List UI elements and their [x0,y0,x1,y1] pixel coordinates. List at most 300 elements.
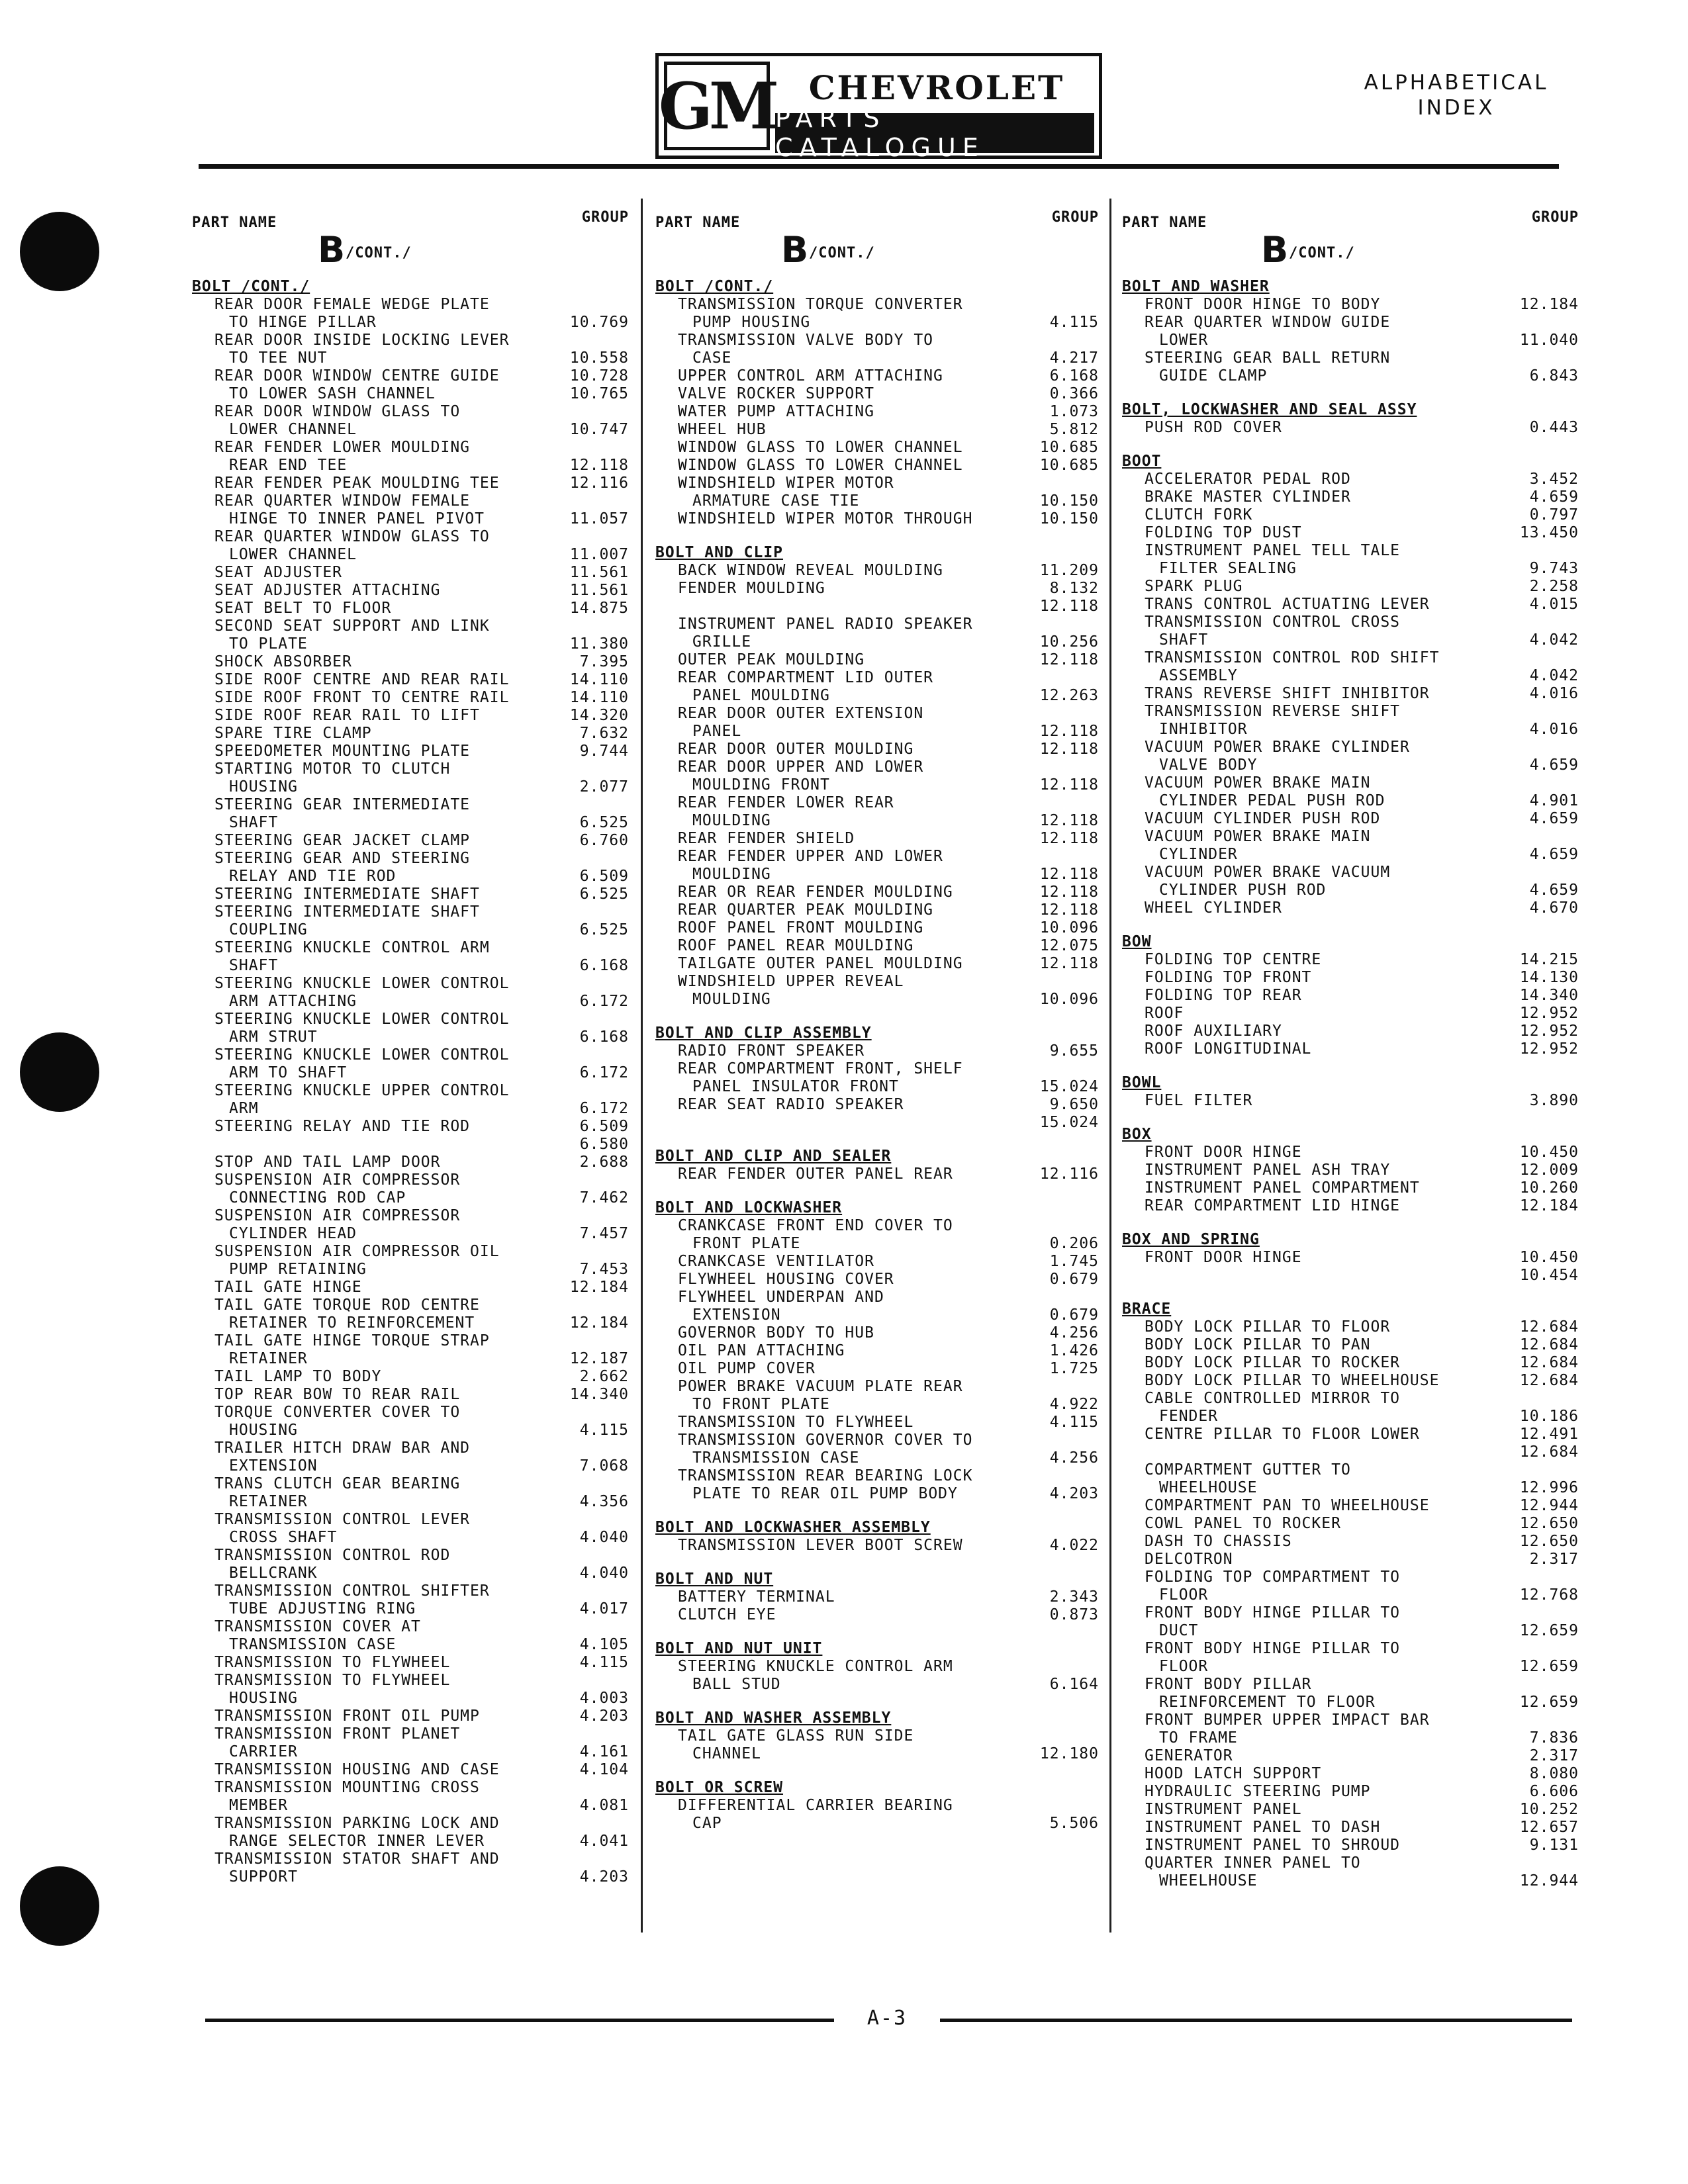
index-entry [192,439,629,475]
page-number: A-3 [867,2007,908,2030]
part-name-heading: PART NAME [192,214,277,231]
part-name-continuation: TRANSMISSION CASE [692,1449,860,1467]
part-name [192,743,479,760]
group-number: 4.659 [1529,756,1579,774]
group-number: 7.632 [579,725,629,742]
group-number: 6.172 [579,993,629,1010]
group-number: 7.068 [579,1457,629,1475]
part-name-line: ACCELERATOR PEDAL ROD [1145,471,1351,488]
section-heading: BOLT AND WASHER ASSEMBLY [655,1709,892,1727]
part-name-line: CRANKCASE FRONT END COVER TO [678,1217,953,1234]
part-name [655,1324,884,1342]
part-name-line: TRANSMISSION CONTROL LEVER [214,1511,471,1528]
part-name [192,939,499,975]
index-section [655,1709,1099,1763]
index-entry [655,1727,1099,1763]
index-entry [192,582,629,600]
group-numbers [1040,919,1099,937]
index-entry [192,1279,629,1297]
part-name-line: INSTRUMENT PANEL RADIO SPEAKER [678,615,973,633]
group-spacer [580,760,629,778]
index-entry [655,1658,1099,1694]
part-name-continuation: DUCT [1159,1622,1199,1639]
part-name [1122,828,1380,864]
group-spacer [1040,1060,1099,1078]
part-name-continuation: HINGE TO INNER PANEL PIVOT [229,510,485,527]
part-name-continuation: CASE [692,349,732,367]
index-entry [655,794,1099,830]
group-spacer [1050,1658,1099,1676]
index-entry [655,475,1099,510]
part-name [192,850,479,886]
part-name-line: FOLDING TOP REAR [1145,987,1302,1004]
index-entry [655,705,1099,741]
part-name [655,1042,874,1060]
group-number: 12.184 [569,1314,629,1332]
group-numbers [570,403,629,439]
index-entry [192,939,629,975]
group-number: 6.760 [579,832,629,849]
group-number: 12.118 [1039,651,1099,668]
part-name [1122,1783,1380,1801]
index-entry [1122,349,1579,385]
part-name-line: TRANSMISSION CONTROL ROD SHIFT [1145,649,1440,666]
group-spacer [1520,1461,1579,1479]
group-numbers [570,617,629,653]
group-numbers [1040,1165,1099,1183]
group-numbers [1520,1372,1579,1390]
index-entry [192,617,629,653]
group-numbers [1520,1023,1579,1040]
part-name-line: REAR DOOR WINDOW CENTRE GUIDE [214,367,500,385]
part-name-line: INSTRUMENT PANEL COMPARTMENT [1145,1179,1420,1197]
part-name [655,758,933,794]
part-name-line: STEERING KNUCKLE LOWER CONTROL [214,1011,510,1028]
part-name-continuation: RETAINER [229,1493,308,1510]
group-numbers [1520,1161,1579,1179]
group-numbers [1040,475,1099,510]
group-numbers [1040,937,1099,955]
index-entry [655,1360,1099,1378]
part-name [655,1360,825,1378]
index-section [1122,278,1579,385]
part-name-line: TAIL GATE TORQUE ROD CENTRE [214,1297,480,1314]
part-name [655,955,972,973]
group-number: 4.115 [1049,314,1099,331]
group-spacer [1050,1797,1099,1815]
group-numbers [1050,1271,1099,1289]
part-name-continuation: TO HINGE PILLAR [229,314,377,331]
group-numbers [1520,314,1579,349]
part-name-continuation: FLOOR [1159,1658,1209,1675]
part-name-continuation: TO LOWER SASH CHANNEL [229,385,436,402]
part-name-line: VACUUM CYLINDER PUSH ROD [1145,810,1381,827]
part-name-continuation: VALVE BODY [1159,756,1258,774]
part-name [655,510,982,528]
index-entry [192,1511,629,1547]
section-heading: BOLT AND LOCKWASHER ASSEMBLY [655,1519,931,1536]
part-name [192,707,489,725]
part-name [1122,1249,1311,1267]
part-name-line: STEERING KNUCKLE LOWER CONTROL [214,1046,510,1064]
part-name [1122,864,1399,899]
index-entry [1122,828,1579,864]
part-name [192,1439,479,1475]
section-heading: BOLT /CONT./ [192,278,310,295]
part-name-line: STEERING KNUCKLE CONTROL ARM [678,1658,953,1675]
part-name-continuation: FILTER SEALING [1159,560,1297,577]
part-name-line: TRANSMISSION VALVE BODY TO [678,332,934,349]
index-entry [1122,1426,1579,1461]
group-numbers [580,832,629,850]
group-numbers [1530,685,1579,703]
index-entry [655,1467,1099,1503]
group-number: 12.118 [569,457,629,474]
part-name [655,457,972,475]
group-number: 12.075 [1039,937,1099,954]
part-name-continuation: FLOOR [1159,1586,1209,1604]
part-name-line: TAIL LAMP TO BODY [214,1368,382,1385]
group-numbers [1530,596,1579,614]
part-name-continuation: CAP [692,1815,722,1832]
part-name [655,1432,982,1467]
part-name [655,1414,923,1432]
index-entry [192,671,629,689]
index-entry [1122,1179,1579,1197]
group-numbers [580,1707,629,1725]
index-entry [1122,1390,1579,1426]
group-numbers [580,653,629,671]
group-number: 4.659 [1529,846,1579,863]
part-name-line: SIDE ROOF CENTRE AND REAR RAIL [214,671,510,688]
index-entry [655,1588,1099,1606]
group-numbers [1520,1005,1579,1023]
index-entry [1122,774,1579,810]
index-entry [655,332,1099,367]
index-entry [655,937,1099,955]
part-name-line: REAR FENDER PEAK MOULDING TEE [214,475,500,492]
column-header [1122,199,1579,278]
group-spacer [570,296,629,314]
index-entry [1122,685,1579,703]
part-name-continuation: PUMP HOUSING [692,314,811,331]
part-name-continuation: GRILLE [692,633,752,651]
group-numbers [1520,1676,1579,1711]
group-number: 12.118 [1039,955,1099,972]
part-name-continuation: ARM [229,1100,259,1117]
part-name-line: SPARE TIRE CLAMP [214,725,372,742]
group-numbers [570,689,629,707]
part-name [192,1725,469,1761]
group-number: 4.003 [579,1690,629,1707]
part-name-line: REAR FENDER OUTER PANEL REAR [678,1165,953,1183]
part-name-line: GOVERNOR BODY TO HUB [678,1324,874,1342]
group-spacer [580,1082,629,1100]
group-numbers [1520,1354,1579,1372]
group-spacer [1040,973,1099,991]
index-entry [192,1654,629,1672]
group-number: 12.684 [1519,1336,1579,1353]
group-number: 10.150 [1039,510,1099,527]
group-number: 12.180 [1039,1745,1099,1762]
index-entry [1122,951,1579,969]
group-numbers [1530,1837,1579,1854]
part-name-line: TRANSMISSION REAR BEARING LOCK [678,1467,973,1484]
index-entry [192,1779,629,1815]
section-heading: BOOT [1122,453,1162,470]
group-numbers [580,1547,629,1582]
group-numbers [1040,562,1099,580]
part-name [655,1658,962,1694]
part-name-continuation: SUPPORT [229,1868,298,1886]
index-entry [192,1725,629,1761]
group-numbers [1520,1179,1579,1197]
group-number: 4.081 [579,1797,629,1814]
group-spacer [1040,475,1099,492]
index-entry [192,1368,629,1386]
part-name [192,617,499,653]
part-name-line: WINDSHIELD UPPER REVEAL [678,973,904,990]
group-spacer [580,939,629,957]
part-name [655,1588,845,1606]
index-entry [1122,649,1579,685]
part-name [192,439,479,475]
index-entry [655,1342,1099,1360]
part-name-continuation: ARM ATTACHING [229,993,357,1010]
group-numbers [580,903,629,939]
group-numbers [580,1618,629,1654]
index-entry [655,439,1099,457]
group-spacer [1530,828,1579,846]
group-number: 4.659 [1529,810,1579,827]
group-number: 7.453 [579,1261,629,1278]
part-name-heading: PART NAME [1122,214,1207,231]
index-section [1122,453,1579,917]
group-number: 10.252 [1519,1801,1579,1818]
group-number: 0.873 [1049,1606,1099,1623]
part-name-line: FENDER MOULDING [678,580,825,597]
group-number: 14.130 [1519,969,1579,986]
part-name [1122,1569,1409,1604]
group-number: 6.168 [579,957,629,974]
group-numbers [580,850,629,886]
section-letter: B [781,229,809,271]
part-name [192,1386,469,1404]
part-name [655,1165,962,1183]
part-name [1122,524,1311,542]
group-numbers [1040,973,1099,1009]
part-name-continuation: REAR END TEE [229,457,348,474]
group-numbers [1050,1414,1099,1432]
part-name-line: TRANSMISSION STATOR SHAFT AND [214,1850,500,1868]
part-name [655,367,953,385]
part-name-line: TAIL GATE HINGE TORQUE STRAP [214,1332,490,1349]
group-numbers [570,707,629,725]
part-name [1122,314,1399,349]
group-numbers [1520,1249,1579,1285]
index-entry [192,1439,629,1475]
group-numbers [580,1850,629,1886]
index-entry [192,1243,629,1279]
part-name [655,848,953,884]
part-name-line: STEERING GEAR BALL RETURN [1145,349,1391,367]
part-name-line: STEERING KNUCKLE LOWER CONTROL [214,975,510,992]
group-numbers [1040,758,1099,794]
index-entry [192,1332,629,1368]
index-entry [192,1118,629,1154]
part-name-line: INSTRUMENT PANEL TELL TALE [1145,542,1401,559]
part-name-continuation: PANEL INSULATOR FRONT [692,1078,899,1095]
part-name-line: REAR COMPARTMENT LID OUTER [678,669,934,686]
part-name [655,1253,884,1271]
index-entry [1122,419,1579,437]
part-name [655,562,953,580]
index-entry [1122,810,1579,828]
group-numbers [1520,1426,1579,1461]
index-entry [192,367,629,403]
group-number: 14.110 [569,689,629,706]
index-entry [192,689,629,707]
group-number: 14.340 [1519,987,1579,1004]
index-column-3 [1122,199,1579,1906]
group-numbers [570,582,629,600]
group-number: 10.450 [1519,1249,1579,1266]
index-entry [1122,1854,1579,1890]
part-name [1122,1197,1409,1215]
group-numbers [1050,1217,1099,1253]
group-spacer [570,617,629,635]
group-number: 14.340 [569,1386,629,1403]
index-entry [1122,1023,1579,1040]
part-name-line: SEAT ADJUSTER ATTACHING [214,582,441,599]
group-number: 12.684 [1519,1443,1579,1461]
part-name [1122,1005,1193,1023]
group-spacer [1530,614,1579,631]
group-spacer [1520,1640,1579,1658]
index-section [655,1024,1099,1132]
group-spacer [1530,1711,1579,1729]
part-name [655,937,923,955]
group-number: 12.184 [1519,1197,1579,1214]
part-name-line: REAR FENDER LOWER REAR [678,794,894,811]
part-name [1122,1533,1301,1551]
group-numbers [580,1815,629,1850]
group-numbers [570,1297,629,1332]
group-spacer [580,1547,629,1565]
part-name-continuation: ARM STRUT [229,1028,318,1046]
group-number: 13.450 [1519,524,1579,541]
group-spacer [580,1475,629,1493]
group-numbers [1040,669,1099,705]
index-entry [1122,1161,1579,1179]
group-number: 4.022 [1049,1537,1099,1554]
group-spacer [580,1725,629,1743]
group-numbers [580,1011,629,1046]
part-name-line: REAR SEAT RADIO SPEAKER [678,1096,904,1113]
group-number: 6.509 [579,868,629,885]
part-name-line: TRANSMISSION CONTROL SHIFTER [214,1582,490,1600]
part-name-line: STEERING INTERMEDIATE SHAFT [214,903,480,921]
part-name-line: OIL PAN ATTACHING [678,1342,845,1359]
part-name [1122,649,1448,685]
group-numbers [1530,739,1579,774]
index-entry [655,1271,1099,1289]
part-name-continuation: SHAFT [229,957,279,974]
part-name-line: FRONT DOOR HINGE [1145,1249,1302,1266]
group-numbers [1040,580,1099,615]
index-entry [192,492,629,528]
group-spacer [570,1332,629,1350]
index-entry [655,1253,1099,1271]
part-name [1122,488,1360,506]
index-entry [1122,1092,1579,1110]
part-name [192,1279,371,1297]
group-number: 4.017 [579,1600,629,1617]
group-numbers [1530,349,1579,385]
index-entry [655,1414,1099,1432]
part-name-line: WINDOW GLASS TO LOWER CHANNEL [678,457,963,474]
part-name [1122,471,1360,488]
index-entry [1122,542,1579,578]
column-header [192,199,629,278]
gm-logo-mark: GM [664,62,770,150]
group-spacer [1520,1604,1579,1622]
part-name [1122,596,1439,614]
part-name-continuation: EXTENSION [692,1306,781,1324]
part-name-line: HYDRAULIC STEERING PUMP [1145,1783,1371,1800]
group-number: 4.015 [1529,596,1579,613]
footer-rule-right [940,2019,1572,2022]
part-name-continuation: FRONT PLATE [692,1235,801,1252]
part-name-line: COMPARTMENT PAN TO WHEELHOUSE [1145,1497,1430,1514]
part-name-line: SPARK PLUG [1145,578,1243,595]
part-name-line: SIDE ROOF FRONT TO CENTRE RAIL [214,689,510,706]
index-entry [192,1046,629,1082]
index-entry [192,1171,629,1207]
part-name [1122,969,1321,987]
part-name-line: SEAT ADJUSTER [214,564,343,581]
group-numbers [1530,471,1579,488]
group-number: 9.131 [1529,1837,1579,1854]
index-entry [192,1475,629,1511]
group-number: 12.659 [1519,1658,1579,1675]
part-name-line: FRONT BUMPER UPPER IMPACT BAR [1145,1711,1430,1729]
part-name [192,725,381,743]
part-name-line: BODY LOCK PILLAR TO ROCKER [1145,1354,1401,1371]
part-name-continuation: CHANNEL [692,1745,761,1762]
index-entry [655,1797,1099,1833]
part-name-line: FUEL FILTER [1145,1092,1253,1109]
index-entry [192,1207,629,1243]
group-spacer [580,903,629,921]
group-number: 9.650 [1049,1096,1099,1113]
index-entry [655,884,1099,901]
group-number: 7.462 [579,1189,629,1206]
part-name-line: CRANKCASE VENTILATOR [678,1253,874,1270]
part-name-continuation: GUIDE CLAMP [1159,367,1268,385]
group-numbers [580,1654,629,1672]
group-number: 2.662 [579,1368,629,1385]
part-name-line: TOP REAR BOW TO REAR RAIL [214,1386,461,1403]
index-entry [655,1432,1099,1467]
brand-name: CHEVROLET [808,68,1065,107]
part-name [192,367,509,403]
group-numbers [1050,1537,1099,1555]
group-spacer [1530,542,1579,560]
group-number: 10.454 [1519,1267,1579,1284]
index-entry [1122,314,1579,349]
index-entry [192,903,629,939]
